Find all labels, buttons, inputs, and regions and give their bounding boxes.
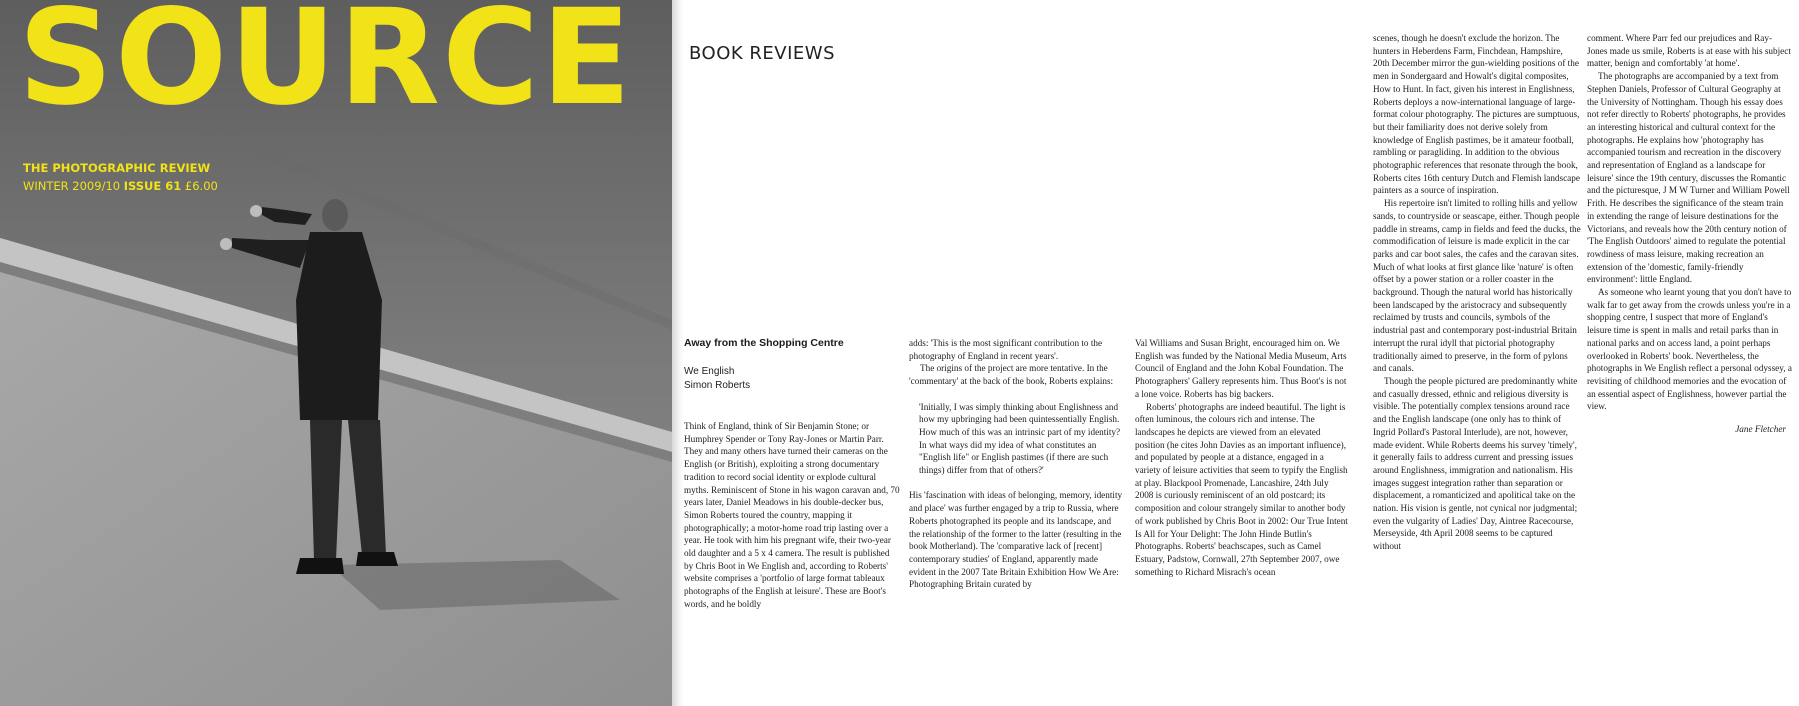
paragraph: Think of England, think of Sir Benjamin Stone; or Humphrey Spender or Tony Ray-Jones or Martin Parr. They and many others have turned their cameras on the English (or British), exploiting a strong documentary tradition to record social identity or explode cultural myths. Reminiscent of Stone in his wagon caravan and, 70 years later, Daniel Meadows in his double-decker bus, Simon Roberts toured the country, mapping it photographically; a motor-home road trip lasting over a year. He took with him his pregnant wife, their two-year old daughter and a 5 x 4 camera. The result is published by Chris Boot in We English and, according to Roberts' website comprises a 'portfolio of large format tableaux photographs of the English at leisure'. These are Boot's words, and he boldly — [684, 421, 900, 609]
text-column-5 — [1587, 32, 1792, 532]
text-column-3 — [1135, 337, 1348, 697]
paragraph: The origins of the project are more tentative. In the 'commentary' at the back of the book, Roberts explains: — [909, 363, 1114, 387]
issue-season: WINTER 2009/10 — [23, 179, 121, 193]
block-quote: 'Initially, I was simply thinking about Englishness and how my upbringing had been quintessentially English. How much of this was an intrinsic part of my identity? In what ways did my idea of what constitutes an "English life" or English pastimes (if there are such things) differ from that of others?' — [919, 401, 1121, 476]
paragraph: His 'fascination with ideas of belonging, memory, identity and place' was further engaged by a trip to Russia, where Roberts photographed its people and its landscape, and the relationship of the former to the latter (resulting in the book Motherland). The 'comparative lack of [recent] contemporary studies' of England, apparently made evident in the 2007 Tate Britain Exhibition How We Are: Photographing Britain curated by — [909, 490, 1123, 590]
review-title: Away from the Shopping Centre — [684, 337, 844, 349]
cover-tagline: THE PHOTOGRAPHIC REVIEW — [23, 161, 211, 175]
paragraph: Roberts' photographs are indeed beautiful. The light is often luminous, the colours rich and intense. The landscapes he depicts are viewed from an elevated position (he cites John Davies as an important influence), and populated by people at a distance, engaged in a variety of leisure activities that seem to typify the English at play. Blackpool Promenade, Lancashire, 24th July 2008 is curiously reminiscent of an old postcard; its composition and colour strangely similar to another body of work published by Chris Boot in 2002: Our True Intent Is All for Your Delight: The John Hinde Butlin's Photographs. Roberts' beachscapes, such as Camel Estuary, Padstow, Cornwall, 27th September 2007, owe something to Richard Misrach's ocean — [1135, 401, 1348, 577]
text-column-4 — [1373, 32, 1581, 700]
paragraph: As someone who learnt young that you don't have to walk far to get away from the crowds unless you're in a shopping centre, I suspect that more of England's leisure time is spent in malls and retail parks than in national parks and on access land, a point perhaps overlooked in Roberts' book. Nevertheless, the photographs in We English reflect a personal odyssey, a revisiting of childhood memories and the evocation of an essential aspect of Englishness, however partial the view. — [1587, 287, 1792, 412]
paragraph: scenes, though he doesn't exclude the horizon. The hunters in Heberdens Farm, Finchdean, Hampshire, 20th December mirror the gun-wielding positions of the men in Sondergaard and Howalt's digital composites, How to Hunt. In fact, given his interest in Englishness, Roberts deploys a now-international language of large-format colour photography. The pictures are sumptuous, but their familiarity does not derive solely from knowledge of English pastimes, be it amateur football, rambling or paragliding. In addition to the obvious photographic references that resonate through the book, Roberts cites 16th century Dutch and Flemish landscape painters as a source of inspiration. — [1373, 33, 1580, 196]
page-gutter — [672, 0, 684, 706]
review-signature: Jane Fletcher — [1735, 424, 1786, 435]
paragraph: adds: 'This is the most significant contribution to the photography of England in recent years'. — [909, 338, 1103, 361]
book-author: Simon Roberts — [684, 380, 751, 391]
magazine-cover — [0, 0, 672, 706]
paragraph: comment. Where Parr fed our prejudices and Ray-Jones made us smile, Roberts is at ease with his subject matter, benign and comfortably 'at home'. — [1587, 33, 1791, 69]
text-column-2 — [909, 337, 1124, 697]
text-column-1 — [684, 420, 900, 696]
paragraph: His repertoire isn't limited to rolling hills and yellow sands, to countryside or seascape, either. Though people paddle in streams, camp in fields and feed the ducks, the commodification of leisure is made explicit in the car parks and car boot sales, the cafes and the caravan sites. Much of what looks at first glance like 'nature' is often offset by a power station or a roller coaster in the background. Though the natural world has historically been landscaped by the aristocracy and subsequently reclaimed by trusts and councils, symbols of the industrial past and contemporary post-industrial Britain interrupt the rural idyll that pictorial photography traditionally aimed to preserve, in the form of pylons and canals. — [1373, 198, 1581, 374]
paragraph: Val Williams and Susan Bright, encouraged him on. We English was funded by the National Media Museum, Arts Council of England and the John Kobal Foundation. The Photographers' Gallery represents him. Thus Boot's is not a lone voice. Roberts has big backers. — [1135, 338, 1347, 399]
paragraph: Though the people pictured are predominantly white and casually dressed, ethnic and religious diversity is visible. The potentially complex tensions around race and the English landscape (one only has to think of Ingrid Pollard's Pastoral Interlude), are not, however, made evident. While Roberts deems his survey 'timely', it generally fails to address current and pressing issues around Englishness, immigration and nationalism. His images suggest integration rather than separation or displacement, a romanticized and apolitical take on the nation. His vision is gentle, not cynical nor judgmental; even the vulgarity of Ladies' Day, Aintree Racecourse, Merseyside, 4th April 2008 seems to be captured without — [1373, 375, 1578, 552]
issue-line — [23, 179, 218, 193]
issue-number: ISSUE 61 — [123, 179, 182, 193]
paragraph: The photographs are accompanied by a text from Stephen Daniels, Professor of Cultural Geography at the University of Nottingham. Though his essay does not refer directly to Roberts' photographs, he provides an interesting historical and cultural context for the photographs. He explains how 'photography has accompanied tourism and recreation in the discovery and representation of England as a landscape for leisure' since the 19th century, discusses the Romantic and the picturesque, J M W Turner and William Powell Frith. He describes the significance of the steam train in extending the range of leisure destinations for the Victorians, and reveals how the 20th century notion of 'The English Outdoors' aimed to regulate the potential rowdiness of mass leisure, making recreation an extension of the 'domestic, family-friendly environment': little England. — [1587, 71, 1790, 285]
book-title: We English — [684, 366, 735, 377]
section-title: BOOK REVIEWS — [689, 43, 835, 64]
masthead: SOURCE — [18, 0, 634, 135]
issue-price: £6.00 — [184, 179, 218, 193]
